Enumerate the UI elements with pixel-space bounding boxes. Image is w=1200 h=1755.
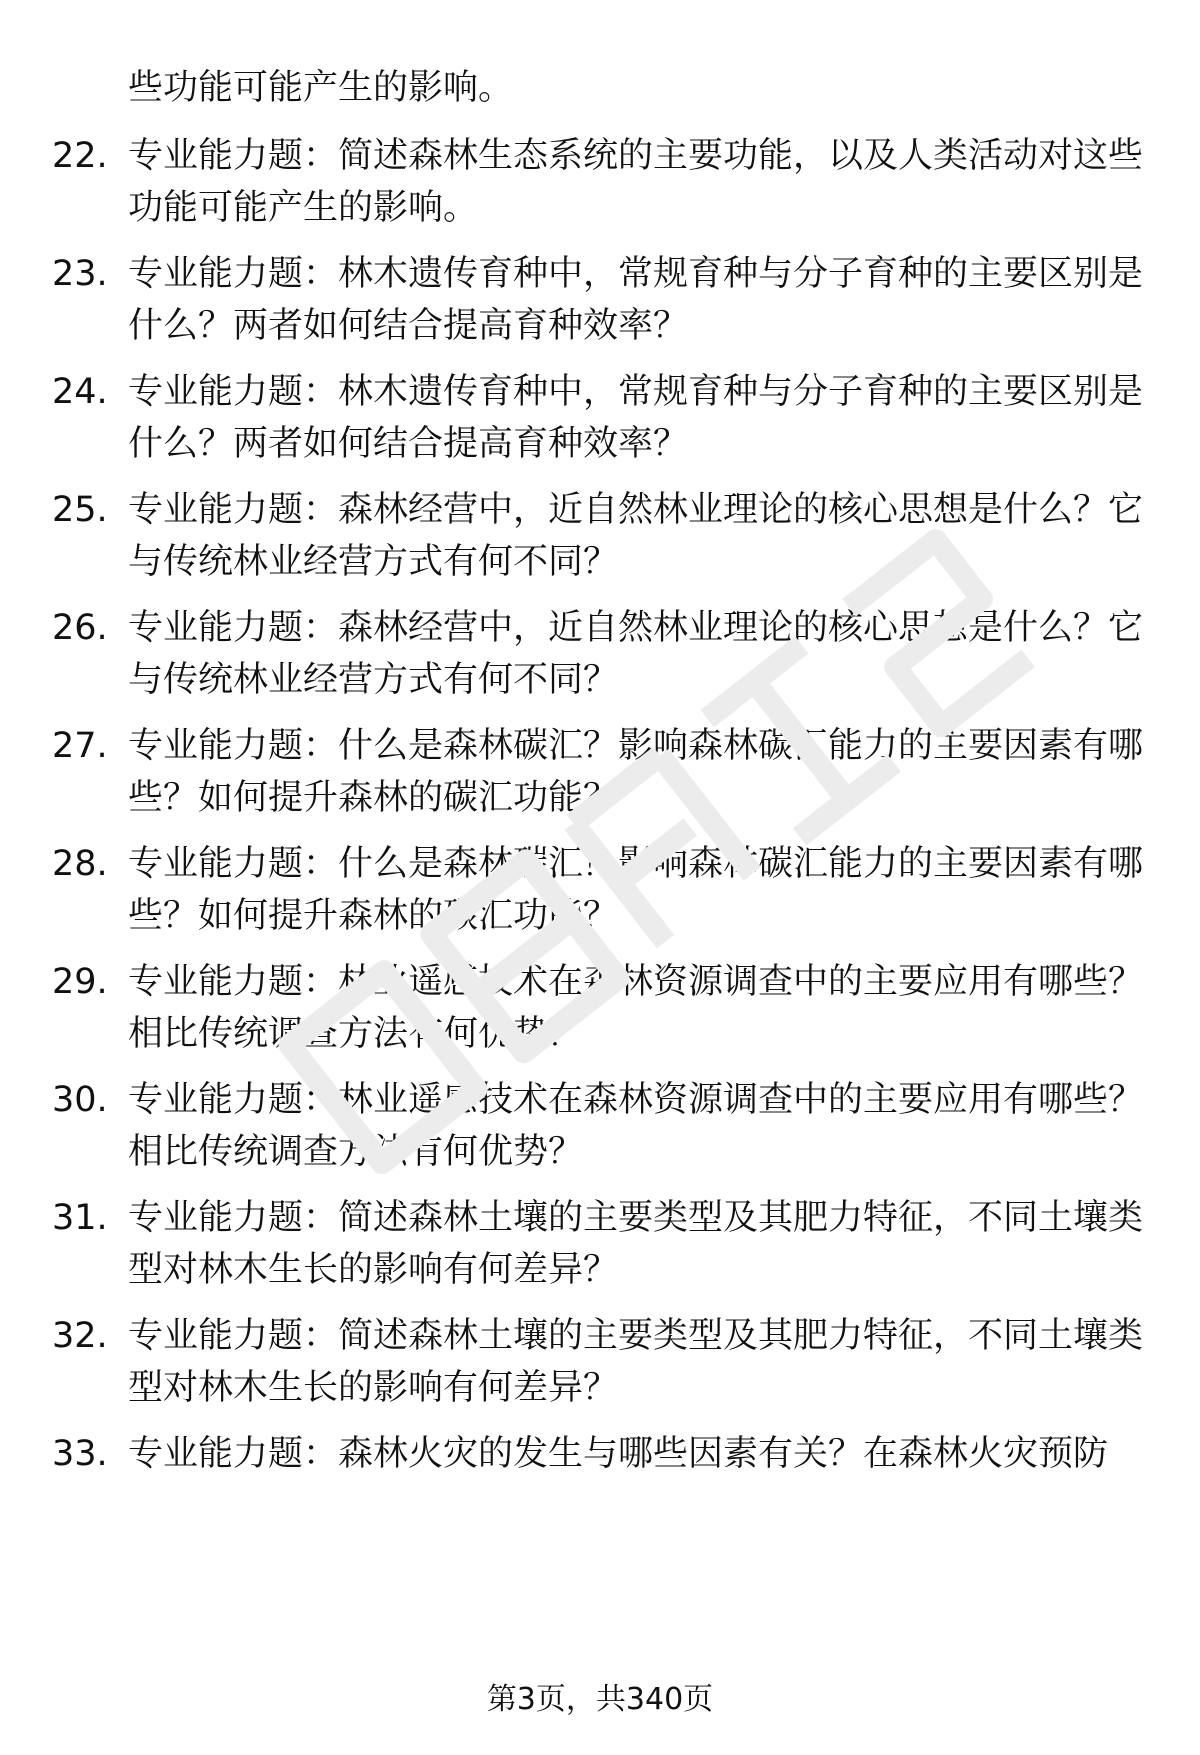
item-text: 专业能力题：什么是森林碳汇？影响森林碳汇能力的主要因素有哪些？如何提升森林的碳汇功能？: [128, 726, 1144, 818]
item-number: 26.: [52, 608, 108, 648]
item-text: 专业能力题：森林经营中，近自然林业理论的核心思想是什么？它与传统林业经营方式有何不同？: [128, 608, 1144, 700]
item-number: 22.: [52, 136, 108, 176]
item-number: 25.: [52, 490, 108, 530]
item-number: 24.: [52, 372, 108, 412]
item-text: 专业能力题：林木遗传育种中，常规育种与分子育种的主要区别是什么？两者如何结合提高育种效率？: [128, 372, 1144, 464]
item-text: 专业能力题：森林经营中，近自然林业理论的核心思想是什么？它与传统林业经营方式有何不同？: [128, 490, 1144, 582]
item-text: 专业能力题：简述森林土壤的主要类型及其肥力特征，不同土壤类型对林木生长的影响有何差异？: [128, 1198, 1144, 1290]
item-text: 专业能力题：林业遥感技术在森林资源调查中的主要应用有哪些？相比传统调查方法有何优势？: [128, 1080, 1144, 1172]
page-footer: 第3页，共340页: [486, 1682, 714, 1717]
item-number: 31.: [52, 1198, 108, 1238]
item-number: 23.: [52, 254, 108, 294]
item-text: 专业能力题：林木遗传育种中，常规育种与分子育种的主要区别是什么？两者如何结合提高育种效率？: [128, 254, 1144, 346]
item-number: 27.: [52, 726, 108, 766]
item-text: 专业能力题：什么是森林碳汇？影响森林碳汇能力的主要因素有哪些？如何提升森林的碳汇功能？: [128, 844, 1144, 936]
item-text: 专业能力题：林业遥感技术在森林资源调查中的主要应用有哪些？相比传统调查方法有何优势？: [128, 962, 1144, 1054]
item-text: 专业能力题：简述森林生态系统的主要功能，以及人类活动对这些功能可能产生的影响。: [128, 136, 1144, 228]
item-number: 28.: [52, 844, 108, 884]
item-number: 33.: [52, 1434, 108, 1474]
item-number: 29.: [52, 962, 108, 1002]
item-number: 32.: [52, 1316, 108, 1356]
item-number: 30.: [52, 1080, 108, 1120]
item-text: 专业能力题：森林火灾的发生与哪些因素有关？在森林火灾预防: [128, 1434, 1109, 1474]
continued-text: 些功能可能产生的影响。: [128, 68, 514, 108]
item-text: 专业能力题：简述森林土壤的主要类型及其肥力特征，不同土壤类型对林木生长的影响有何差异？: [128, 1316, 1144, 1408]
